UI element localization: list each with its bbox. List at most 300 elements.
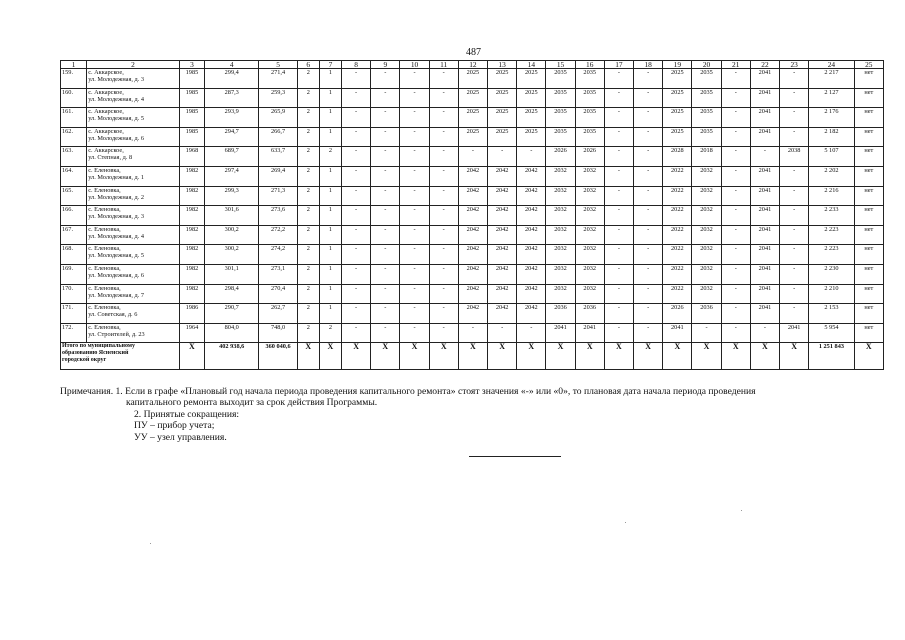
note-2: 2. Принятые сокращения: [134,408,240,420]
address-locality: с. Еленовка, [88,225,121,233]
table-cell: - [780,206,809,226]
total-cell: X [604,343,633,370]
table-cell: 1 [319,186,341,206]
address-street: ул. Степная, д. 8 [88,154,133,162]
column-number: 23 [780,61,809,69]
table-cell: - [721,264,750,284]
column-number: 12 [458,61,487,69]
table-cell: 2041 [750,108,779,128]
table-cell: 2041 [750,127,779,147]
scan-speck [625,522,626,523]
table-cell: 259,3 [259,88,297,108]
address-locality: с. Еленовка, [88,186,121,194]
table-row [61,206,884,226]
table-cell: 2032 [575,166,604,186]
table-cell: 300,2 [205,245,259,265]
table-cell: 299,3 [205,186,259,206]
table-cell: - [342,245,371,265]
table-cell: - [342,225,371,245]
total-label [61,343,180,370]
table-cell: - [342,108,371,128]
table-cell: - [634,206,663,226]
table-cell: - [604,166,633,186]
table-cell: 2032 [692,264,721,284]
table-cell: 2025 [488,127,517,147]
table-cell: 2 [297,108,319,128]
table-cell: - [721,225,750,245]
table-cell: 2032 [692,225,721,245]
table-cell: 2025 [663,127,692,147]
table-cell: - [400,206,429,226]
scan-speck [741,510,742,511]
table-cell: - [780,264,809,284]
table-cell: 270,4 [259,284,297,304]
page-number: 487 [466,47,481,58]
table-cell: 2042 [488,206,517,226]
table-cell: 1 [319,69,341,89]
table-cell: - [458,147,487,167]
table-cell: 2041 [750,206,779,226]
table-cell: 2 182 [809,127,854,147]
row-number: 166. [61,206,87,226]
table-cell: нет [854,225,883,245]
column-number: 15 [546,61,575,69]
table-cell: 2042 [517,225,546,245]
table-cell: - [458,323,487,343]
table-cell: 804,0 [205,323,259,343]
table-cell: - [634,127,663,147]
table-cell: 2036 [546,304,575,324]
table-cell: 2042 [458,166,487,186]
table-cell: 2 [319,323,341,343]
table-cell: 2041 [575,323,604,343]
total-cell: X [854,343,883,370]
table-cell: 2 230 [809,264,854,284]
address-locality: с. Аккарское, [88,69,124,76]
total-cell: X [400,343,429,370]
table-cell: нет [854,166,883,186]
address-street: ул. Молодежная, д. 7 [88,291,145,299]
table-cell: - [634,225,663,245]
table-cell: 2025 [458,69,487,89]
table-cell: - [371,147,400,167]
table-cell: 1964 [179,323,204,343]
table-cell: - [400,147,429,167]
table-cell: нет [854,264,883,284]
table-cell: 2036 [575,304,604,324]
table-cell: - [429,206,458,226]
total-label-line: образованию Ясненский [62,350,129,357]
column-number: 19 [663,61,692,69]
total-cell: X [517,343,546,370]
table-cell: - [634,323,663,343]
table-cell: - [780,186,809,206]
table-cell: - [371,245,400,265]
table-cell: 2025 [663,108,692,128]
table-cell: - [604,108,633,128]
table-cell: - [721,88,750,108]
table-cell: 2032 [575,225,604,245]
row-number: 164. [61,166,87,186]
table-cell: - [429,69,458,89]
table-cell: - [604,186,633,206]
table-cell: 1986 [179,304,204,324]
table-cell: 266,7 [259,127,297,147]
address-street: ул. Молодежная, д. 6 [88,134,145,142]
table-cell: - [692,323,721,343]
total-cell: X [458,343,487,370]
table-cell: 2035 [575,108,604,128]
table-cell: 301,1 [205,264,259,284]
note-abbr-uu: УУ – узел управления. [134,431,227,443]
total-cell: X [429,343,458,370]
table-row [61,323,884,343]
table-cell: 2041 [780,323,809,343]
table-cell: - [604,147,633,167]
table-cell: 2032 [546,186,575,206]
table-cell: 2035 [546,127,575,147]
table-cell: - [634,245,663,265]
table-cell: 2 [297,88,319,108]
table-cell: 2041 [750,284,779,304]
total-cell: X [319,343,341,370]
scan-speck [150,543,151,544]
table-cell: 633,7 [259,147,297,167]
address-street: ул. Молодежная, д. 3 [88,213,145,221]
table-row [61,147,884,167]
table-cell: 2041 [750,88,779,108]
table-cell: - [721,304,750,324]
total-cell: X [179,343,204,370]
table-row [61,166,884,186]
column-number: 10 [400,61,429,69]
column-number-row [61,61,884,69]
table-cell: - [780,127,809,147]
table-cell: 2 153 [809,304,854,324]
column-number: 1 [61,61,87,69]
address-cell [87,284,180,304]
table-cell: - [342,323,371,343]
address-street: ул. Советская, д. 6 [88,311,138,319]
table-row [61,186,884,206]
column-number: 22 [750,61,779,69]
address-street: ул. Молодежная, д. 1 [88,173,145,181]
table-cell: - [429,225,458,245]
address-cell [87,323,180,343]
table-cell: 2041 [750,166,779,186]
table-cell: - [721,69,750,89]
table-cell: 1 [319,264,341,284]
table-cell: 2 [297,304,319,324]
column-number: 4 [205,61,259,69]
table-cell: 2041 [750,304,779,324]
table-cell: - [400,127,429,147]
table-cell: - [634,186,663,206]
row-number: 168. [61,245,87,265]
column-number: 6 [297,61,319,69]
table-cell: - [750,323,779,343]
table-cell: 2035 [575,88,604,108]
table-cell: 2035 [546,69,575,89]
table-cell: - [634,264,663,284]
row-number: 163. [61,147,87,167]
address-locality: с. Еленовка, [88,206,121,214]
total-cell: X [692,343,721,370]
table-cell: - [721,147,750,167]
table-cell: - [721,323,750,343]
table-cell: - [634,166,663,186]
table-cell: - [488,147,517,167]
table-cell: 2018 [692,147,721,167]
note-1: Примечания. 1. Если в графе «Плановый год начала периода проведения капитального ремонта» стоят значения «-» или «0», то плановая дата начала периода проведения [60,386,756,397]
table-cell: - [721,206,750,226]
table-cell: 2 217 [809,69,854,89]
table-cell: 1 [319,166,341,186]
table-row [61,225,884,245]
table-cell: нет [854,88,883,108]
table-cell: 287,3 [205,88,259,108]
table-cell: - [371,206,400,226]
table-cell: 2025 [488,88,517,108]
table-cell: 1982 [179,225,204,245]
table-cell: 2028 [663,147,692,167]
table-cell: - [429,323,458,343]
table-cell: 2042 [458,245,487,265]
table-cell: - [342,304,371,324]
table-cell: 274,2 [259,245,297,265]
address-cell [87,108,180,128]
table-cell: 1982 [179,206,204,226]
address-cell [87,186,180,206]
table-cell: 2042 [517,284,546,304]
address-cell [87,225,180,245]
total-cell: X [342,343,371,370]
column-number: 21 [721,61,750,69]
row-number: 161. [61,108,87,128]
table-cell: 273,1 [259,264,297,284]
table-cell: 2022 [663,225,692,245]
total-cell: X [546,343,575,370]
table-cell: 300,2 [205,225,259,245]
table-cell: 2035 [546,88,575,108]
table-cell: 2035 [575,127,604,147]
table-row [61,245,884,265]
table-cell: 2032 [692,284,721,304]
table-cell: 2042 [458,206,487,226]
table-row [61,88,884,108]
column-number: 20 [692,61,721,69]
table-cell: 2041 [750,245,779,265]
table-cell: 1 [319,304,341,324]
total-cell: X [721,343,750,370]
table-cell: - [634,304,663,324]
table-cell: 5 954 [809,323,854,343]
column-number: 9 [371,61,400,69]
table-cell: 2025 [517,88,546,108]
closing-line [469,456,561,457]
table-cell: - [604,206,633,226]
table-cell: 2 223 [809,245,854,265]
table-cell: 2 202 [809,166,854,186]
address-locality: с. Аккарское, [88,88,124,96]
table-cell: - [342,186,371,206]
table-cell: 2 [297,186,319,206]
table-cell: нет [854,69,883,89]
table-cell: 2042 [488,264,517,284]
address-street: ул. Молодежная, д. 2 [88,193,145,201]
table-cell: 1982 [179,264,204,284]
table-cell: 2025 [517,69,546,89]
table-cell: 2 233 [809,206,854,226]
table-row [61,284,884,304]
total-row [61,343,884,370]
table-cell: 2022 [663,166,692,186]
table-cell: - [400,323,429,343]
table-cell: 2042 [488,284,517,304]
table-cell: 294,7 [205,127,259,147]
table-cell: 2042 [458,186,487,206]
table-row [61,304,884,324]
table-cell: 2025 [517,127,546,147]
table-cell: - [429,108,458,128]
table-cell: - [371,304,400,324]
notes-block [60,386,756,443]
address-street: ул. Молодежная, д. 4 [88,232,145,240]
table-cell: 2 [319,147,341,167]
table-cell: 2042 [517,206,546,226]
address-street: ул. Молодежная, д. 6 [88,271,145,279]
table-cell: 2042 [488,186,517,206]
table-cell: - [604,69,633,89]
table-cell: 1985 [179,108,204,128]
table-cell: 2032 [575,206,604,226]
table-cell: 2042 [517,186,546,206]
table-row [61,69,884,89]
table-cell: 2025 [458,127,487,147]
column-number: 17 [604,61,633,69]
table-cell: 2032 [575,245,604,265]
address-locality: с. Аккарское, [88,147,124,155]
table-cell: - [342,166,371,186]
table-cell: - [429,304,458,324]
table-cell: - [604,284,633,304]
total-cell: X [634,343,663,370]
table-cell: - [517,147,546,167]
table-cell: - [371,108,400,128]
table-cell: 2042 [458,264,487,284]
table-cell: - [342,206,371,226]
address-cell [87,127,180,147]
table-cell: 2041 [750,69,779,89]
address-locality: с. Аккарское, [88,127,124,135]
table-cell: 2022 [663,206,692,226]
table-cell: 2026 [575,147,604,167]
address-locality: с. Еленовка, [88,323,121,331]
total-label-line: Итого по муниципальному [62,343,135,350]
column-number: 8 [342,61,371,69]
table-cell: - [780,166,809,186]
column-number: 11 [429,61,458,69]
table-cell: 2032 [692,206,721,226]
capital-repair-table [60,60,884,370]
table-cell: - [400,108,429,128]
note-abbr-pu: ПУ – прибор учета; [134,420,215,432]
table-cell: 2035 [692,108,721,128]
table-cell: - [371,225,400,245]
address-cell [87,245,180,265]
table-cell: 2 [297,284,319,304]
total-cell: X [488,343,517,370]
table-cell: 1982 [179,166,204,186]
table-cell: 2041 [663,323,692,343]
table-cell: 2032 [692,186,721,206]
table-cell: 2042 [488,304,517,324]
table-cell: 1982 [179,245,204,265]
table-cell: 2032 [575,186,604,206]
table-cell: 2032 [546,264,575,284]
table-cell: - [517,323,546,343]
row-number: 170. [61,284,87,304]
address-street: ул. Строителей, д. 23 [88,330,145,338]
table-cell: 2026 [663,304,692,324]
table-cell: - [342,284,371,304]
table-cell: 5 107 [809,147,854,167]
table-cell: 1 [319,127,341,147]
table-cell: - [400,284,429,304]
table-cell: 1 [319,88,341,108]
table-cell: - [488,323,517,343]
table-cell: 2 [297,264,319,284]
total-cell: X [575,343,604,370]
table-cell: нет [854,206,883,226]
row-number: 172. [61,323,87,343]
column-number: 3 [179,61,204,69]
address-locality: с. Еленовка, [88,245,121,253]
table-cell: 2042 [458,284,487,304]
table-cell: - [721,108,750,128]
table-cell: - [400,245,429,265]
table-cell: 1 [319,206,341,226]
table-cell: - [750,147,779,167]
table-cell: - [604,264,633,284]
address-cell [87,206,180,226]
table-cell: - [604,88,633,108]
table-cell: - [604,245,633,265]
table-cell: 2041 [750,264,779,284]
table-cell: - [429,147,458,167]
table-cell: 2042 [458,225,487,245]
address-street: ул. Молодежная, д. 4 [88,95,145,103]
table-cell: - [634,284,663,304]
column-number: 14 [517,61,546,69]
total-cell: X [663,343,692,370]
table-cell: 2 127 [809,88,854,108]
table-cell: - [342,264,371,284]
table-cell: 2 223 [809,225,854,245]
table-cell: 2032 [546,284,575,304]
column-number: 18 [634,61,663,69]
table-cell: - [780,69,809,89]
table-cell: 2042 [517,264,546,284]
table-cell: 2 [297,225,319,245]
column-number: 24 [809,61,854,69]
table-row [61,127,884,147]
note-1-continued: капитального ремонта выходит за срок действия Программы. [126,397,378,409]
table-cell: - [604,304,633,324]
table-cell: - [429,88,458,108]
table-row [61,108,884,128]
table-cell: 2 [297,245,319,265]
